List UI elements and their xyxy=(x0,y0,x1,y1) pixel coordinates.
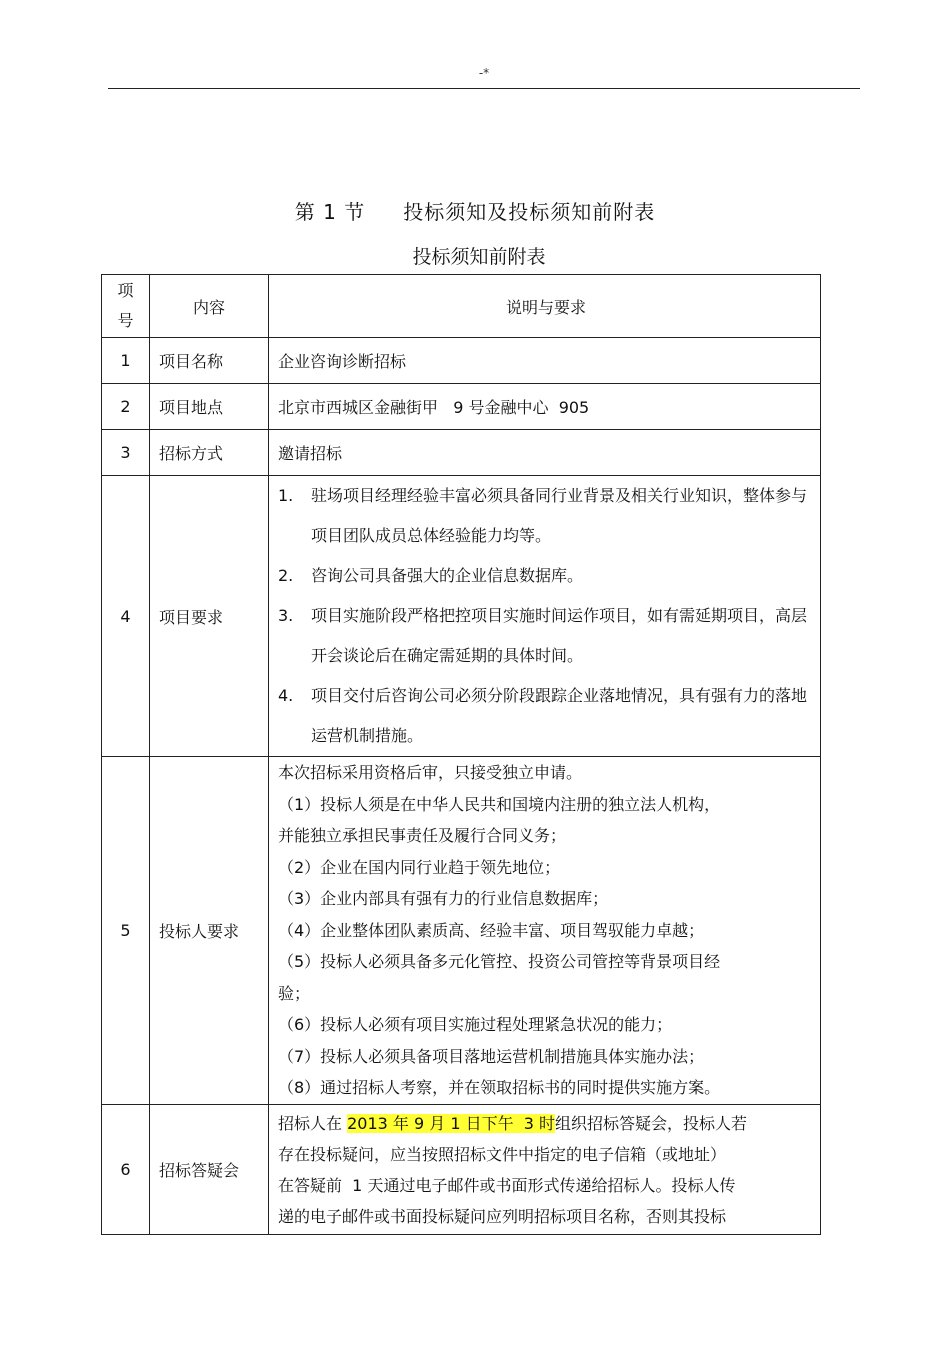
table-row xyxy=(102,757,821,1105)
row-item: 项目名称 xyxy=(150,338,269,384)
row-item: 招标方式 xyxy=(150,430,269,476)
text-line: （7）投标人必须具备项目落地运营机制措施具体实施办法； xyxy=(278,1046,705,1066)
highlighted-date: 2013 年 9 月 1 日下午 3 时 xyxy=(347,1113,556,1133)
table-row xyxy=(102,430,821,476)
text-line: 存在投标疑问，应当按照招标文件中指定的电子信箱（或地址） xyxy=(278,1144,727,1164)
text-line: （3）企业内部具有强有力的行业信息数据库； xyxy=(278,889,609,909)
row-no: 6 xyxy=(102,1105,150,1235)
row-desc: 邀请招标 xyxy=(269,430,821,476)
text-line: （2）企业在国内同行业趋于领先地位； xyxy=(278,857,561,877)
row-no: 2 xyxy=(102,384,150,430)
text-line: 递的电子邮件或书面投标疑问应列明招标项目名称，否则其投标 xyxy=(278,1206,727,1226)
text-line: 本次招标采用资格后审，只接受独立申请。 xyxy=(278,763,583,783)
header-content: 内容 xyxy=(150,275,269,338)
section-number: 第 1 节 xyxy=(294,200,366,224)
row-no: 3 xyxy=(102,430,150,476)
text-line: 招标人在 2013 年 9 月 1 日下午 3 时组织招标答疑会，投标人若 xyxy=(278,1113,748,1133)
text-line: （6）投标人必须有项目实施过程处理紧急状况的能力； xyxy=(278,1015,673,1035)
header-item-no: 项 号 xyxy=(102,275,150,338)
row-item: 招标答疑会 xyxy=(150,1105,269,1235)
list-item: 3. 项目实施阶段严格把控项目实施时间运作项目，如有需延期项目，高层开会谈论后在确定需延期的具体时间。 xyxy=(278,606,808,665)
bidder-requirements xyxy=(269,757,821,1105)
row-no: 4 xyxy=(102,476,150,757)
list-item: 2. 咨询公司具备强大的企业信息数据库。 xyxy=(278,566,584,585)
table-row xyxy=(102,1105,821,1235)
row-item: 投标人要求 xyxy=(150,757,269,1105)
text-line: 在答疑前 1 天通过电子邮件或书面形式传递给招标人。投标人传 xyxy=(278,1175,736,1195)
text-line: 并能独立承担民事责任及履行合同义务； xyxy=(278,826,567,846)
row-item: 项目地点 xyxy=(150,384,269,430)
table-row xyxy=(102,338,821,384)
table-header-row xyxy=(102,275,821,338)
header-description: 说明与要求 xyxy=(269,275,821,338)
table-title: 投标须知前附表 xyxy=(412,246,546,268)
row-no: 5 xyxy=(102,757,150,1105)
section-name: 投标须知及投标须知前附表 xyxy=(403,200,656,224)
text-line: （4）企业整体团队素质高、经验丰富、项目驾驭能力卓越； xyxy=(278,920,705,940)
project-requirements xyxy=(269,476,821,757)
text-line: （1）投标人须是在中华人民共和国境内注册的独立法人机构， xyxy=(278,794,721,814)
section-title xyxy=(0,196,950,225)
row-desc: 北京市西城区金融街甲 9 号金融中心 905 xyxy=(269,384,821,430)
list-item: 4. 项目交付后咨询公司必须分阶段跟踪企业落地情况，具有强有力的落地运营机制措施。 xyxy=(278,686,808,745)
bid-notice-table xyxy=(101,274,821,1235)
header-mark: -* xyxy=(478,66,490,80)
list-item: 1. 驻场项目经理经验丰富必须具备同行业背景及相关行业知识，整体参与项目团队成员总体经验能力均等。 xyxy=(278,486,808,545)
qa-meeting-desc xyxy=(269,1105,821,1235)
row-no: 1 xyxy=(102,338,150,384)
text-line: （8）通过招标人考察，并在领取招标书的同时提供实施方案。 xyxy=(278,1078,721,1098)
row-desc: 企业咨询诊断招标 xyxy=(269,338,821,384)
table-row xyxy=(102,476,821,757)
requirement-list xyxy=(278,476,814,756)
text-line: 验； xyxy=(278,983,311,1003)
text-line: （5）投标人必须具备多元化管控、投资公司管控等背景项目经 xyxy=(278,952,721,972)
row-item: 项目要求 xyxy=(150,476,269,757)
header-rule xyxy=(108,88,860,89)
table-row xyxy=(102,384,821,430)
